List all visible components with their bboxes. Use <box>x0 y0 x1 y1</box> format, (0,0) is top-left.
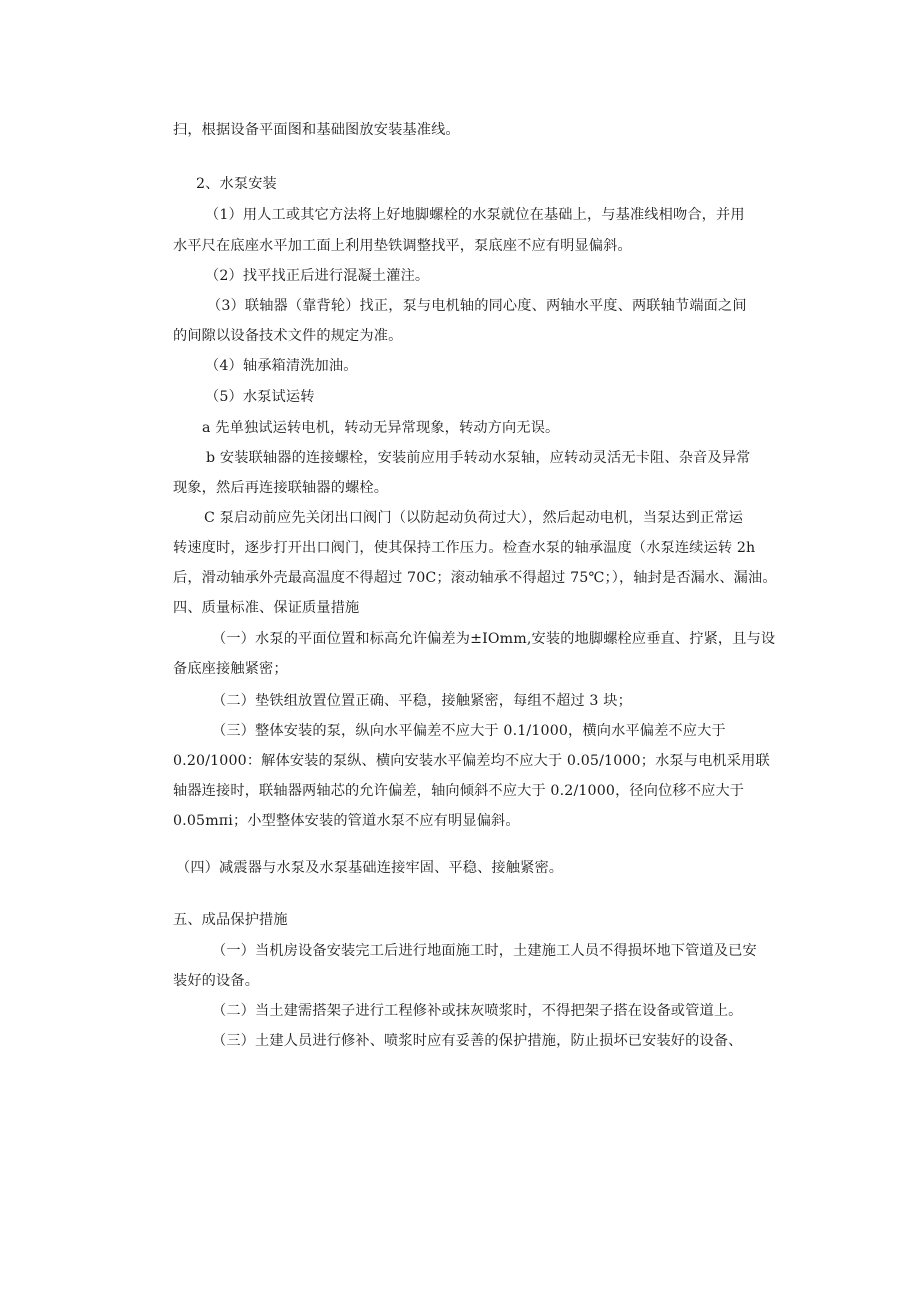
text-line: 0.05mπi；小型整体安装的管道水泵不应有明显偏斜。 <box>173 813 520 829</box>
text-line: 转速度时，逐步打开出口阀门，使其保持工作压力。检查水泵的轴承温度（水泵连续运转 2h <box>173 540 756 556</box>
text-line: （5）水泵试运转 <box>205 389 315 405</box>
text-line: 0.20/1000：解体安装的泵纵、横向安装水平偏差均不应大于 0.05/1000；水泵与电机采用联 <box>173 753 770 769</box>
text-line: 装好的设备。 <box>173 973 260 989</box>
text-line: （4）轴承箱清洗加油。 <box>205 358 358 374</box>
text-line: 水平尺在底座水平加工面上利用垫铁调整找平，泵底座不应有明显偏斜。 <box>173 238 632 254</box>
text-line: 的间隙以设备技术文件的规定为准。 <box>173 328 403 344</box>
text-line: a 先单独试运转电机，转动无异常现象，转动方向无误。 <box>202 420 560 436</box>
text-line: （二）垫铁组放置位置正确、平稳，接触紧密，每组不超过 3 块； <box>212 693 632 709</box>
text-line: 后，滑动轴承外壳最高温度不得超过 70C；滚动轴承不得超过 75℃；），轴封是否漏水、漏油。 <box>173 570 777 586</box>
text-line: C 泵启动前应先关闭出口阀门（以防起动负荷过大），然后起动电机，当泵达到正常运 <box>204 510 744 526</box>
text-line: b 安装联轴器的连接螺栓，安装前应用手转动水泵轴，应转动灵活无卡阻、杂音及异常 <box>206 450 751 466</box>
text-line: （一）水泵的平面位置和标高允许偏差为±IOmm,安装的地脚螺栓应垂直、拧紧，且与设 <box>212 631 776 647</box>
section-heading: 四、质量标准、保证质量措施 <box>173 600 360 616</box>
text-line: 备底座接触紧密； <box>173 661 288 677</box>
text-line: （三）土建人员进行修补、喷浆时应有妥善的保护措施，防止损坏已安装好的设备、 <box>212 1033 743 1049</box>
text-line: （三）整体安装的泵，纵向水平偏差不应大于 0.1/1000，横向水平偏差不应大于 <box>212 723 726 739</box>
text-line: 轴器连接时，联轴器两轴芯的允许偏差，轴向倾斜不应大于 0.2/1000，径向位移不应大于 <box>173 783 745 799</box>
section-heading: 五、成品保护措施 <box>173 912 288 928</box>
text-line: （一）当机房设备安装完工后进行地面施工时，土建施工人员不得损坏地下管道及已安 <box>212 943 757 959</box>
text-line: （3）联轴器（靠背轮）找正，泵与电机轴的同心度、两轴水平度、两联轴节端面之间 <box>207 298 747 314</box>
text-line: （二）当土建需搭架子进行工程修补或抹灰喷浆时，不得把架子搭在设备或管道上。 <box>212 1003 743 1019</box>
text-line: （四）减震器与水泵及水泵基础连接牢固、平稳、接触紧密。 <box>176 860 564 876</box>
section-heading: 2、水泵安装 <box>196 176 277 192</box>
text-line: （2）找平找正后进行混凝土灌注。 <box>205 268 430 284</box>
text-line: （1）用人工或其它方法将上好地脚螺栓的水泵就位在基础上，与基准线相吻合，并用 <box>205 207 745 223</box>
text-line: 扫，根据设备平面图和基础图放安装基准线。 <box>173 122 460 138</box>
text-line: 现象，然后再连接联轴器的螺栓。 <box>173 480 389 496</box>
